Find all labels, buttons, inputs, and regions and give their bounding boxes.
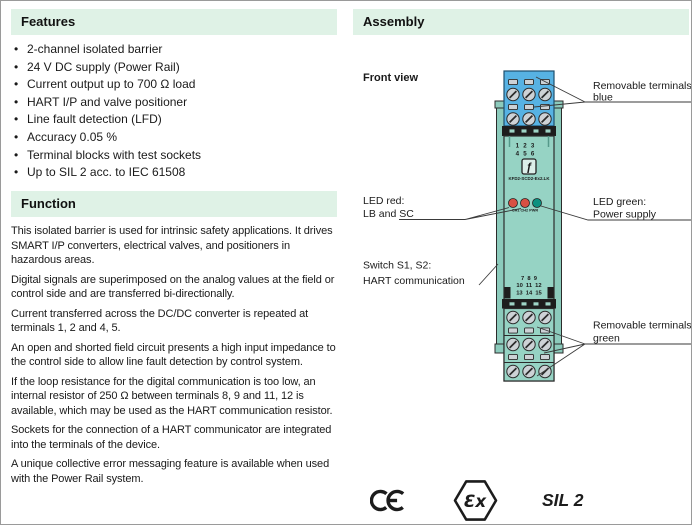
- feature-item: • 24 V DC supply (Power Rail): [11, 59, 337, 77]
- callout-switch-line2: HART communication: [363, 275, 465, 287]
- feature-item: • 2-channel isolated barrier: [11, 41, 337, 59]
- callout-led-red-line1: LED red:: [363, 195, 405, 207]
- feature-item: • HART I/P and valve positioner: [11, 94, 337, 112]
- assembly-diagram: [351, 56, 692, 388]
- connector-strip-top: [502, 126, 556, 136]
- callout-led-green: [541, 196, 692, 221]
- terminal-clip-left: [505, 287, 511, 299]
- connector-strip-bottom: [502, 299, 556, 309]
- function-paragraph: An open and shorted field circuit presents a high input impedance to the control side to allow line fault detection by control system.: [11, 341, 336, 368]
- features-list: [11, 41, 337, 182]
- lower-terminal-numbers-row3: 13 14 15: [516, 290, 542, 297]
- ex-mark-label: Ɛx: [463, 491, 487, 511]
- callout-terminals-green-line2: green: [593, 332, 620, 345]
- feature-item: • Accuracy 0.05 %: [11, 129, 337, 147]
- removable-terminal-block-blue: [504, 71, 554, 126]
- function-paragraph: A unique collective error messaging feature is available when used with the Power Rail system.: [11, 458, 330, 485]
- function-paragraph: Sockets for the connection of a HART communicator are integrated into the terminals of the device.: [11, 424, 332, 451]
- callout-terminals-green-line1: Removable terminals: [593, 319, 692, 332]
- callout-terminals-blue-line2: blue: [593, 91, 613, 104]
- function-paragraph: This isolated barrier is used for intrinsic safety applications. It drives SMART I/P converters, electrical valves, and positioners in hazardous areas.: [11, 225, 333, 266]
- assembly-title: Assembly: [363, 14, 425, 29]
- features-header-bar: [11, 9, 337, 35]
- led-ch2-red: [521, 199, 530, 208]
- lower-terminal-numbers-row2: 10 11 12: [516, 283, 542, 290]
- function-title: Function: [21, 196, 76, 211]
- feature-item: • Current output up to 700 Ω load: [11, 76, 337, 94]
- feature-item: • Up to SIL 2 acc. to IEC 61508: [11, 164, 337, 182]
- function-paragraph: Digital signals are superimposed on the analog values at the field or control side and are transferred bi-directionally.: [11, 273, 335, 300]
- upper-terminal-numbers-row1: 1 2 3: [515, 142, 535, 150]
- callout-switch: [363, 260, 498, 288]
- function-text: [11, 224, 338, 491]
- lower-terminal-numbers-row1: 7 8 9: [521, 276, 537, 282]
- led-ch1-red: [509, 199, 518, 208]
- callout-led-red-line2: LB and SC: [363, 208, 414, 220]
- led-pwr-green: [533, 199, 542, 208]
- callout-led-green-line1: LED green:: [593, 196, 647, 208]
- function-paragraph: Current transferred across the DC/DC converter is repeated at terminals 1, 2 and 4, 5.: [11, 307, 309, 334]
- feature-item: • Line fault detection (LFD): [11, 111, 337, 129]
- callout-led-green-line2: Power supply: [593, 208, 657, 221]
- callout-switch-line1: Switch S1, S2:: [363, 259, 432, 272]
- ce-mark-icon: [370, 488, 408, 513]
- front-view-label: Front view: [363, 72, 419, 84]
- function-paragraph: If the loop resistance for the digital communication is too low, an internal resistor of 250 Ω between terminals 8, 9 and 11, 12 is available, which may be used as the HART communication resistor.: [11, 375, 333, 417]
- assembly-header-bar: [353, 9, 689, 35]
- sil-rating-label: SIL 2: [542, 490, 584, 510]
- ex-mark-icon: [453, 479, 498, 522]
- upper-terminal-numbers-row2: 4 5 6: [515, 150, 535, 158]
- function-header-bar: [11, 191, 337, 217]
- brand-glyph: ƒ: [525, 161, 533, 174]
- terminal-clip-right: [548, 287, 554, 299]
- callout-terminals-blue-line1: Removable terminals: [593, 80, 692, 92]
- led-caption: CH1 CH2 PWR: [511, 208, 539, 213]
- device-model-label: KFD2-SCD2-Ex2.LK: [508, 176, 550, 181]
- feature-item: • Terminal blocks with test sockets: [11, 147, 337, 165]
- features-title: Features: [21, 14, 76, 29]
